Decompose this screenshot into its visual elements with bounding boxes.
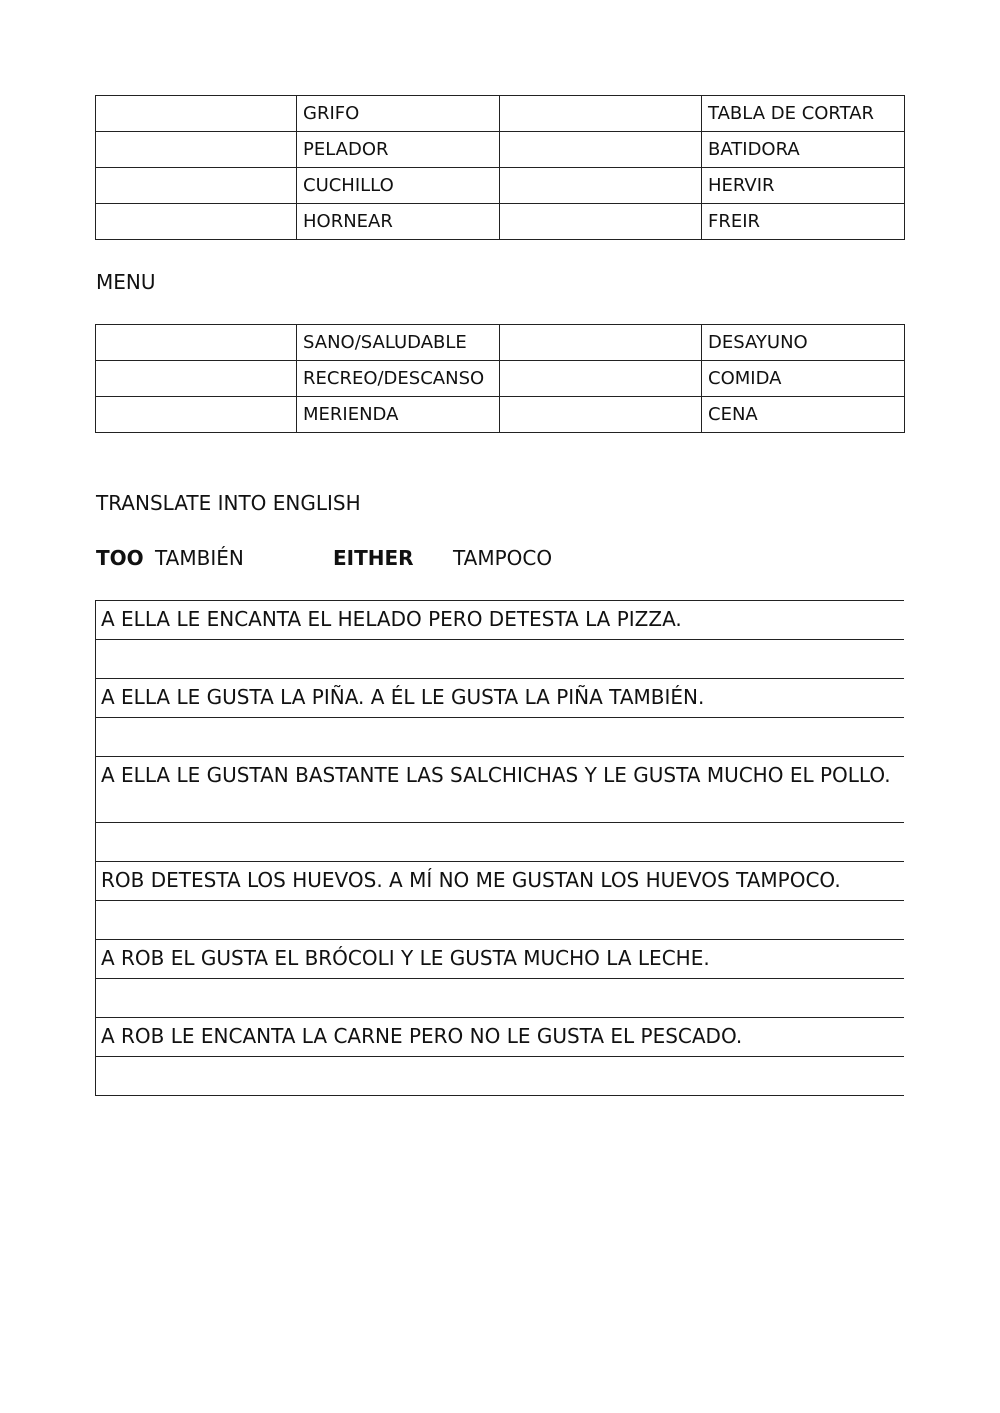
menu-vocabulary-table [95, 324, 905, 433]
answer-row [96, 640, 905, 679]
answer-field[interactable] [96, 901, 905, 940]
answer-row [96, 979, 905, 1018]
sentence-row [96, 1018, 905, 1057]
answer-cell[interactable] [96, 325, 297, 361]
sentence-text: A ROB LE ENCANTA LA CARNE PERO NO LE GUSTA EL PESCADO. [96, 1018, 905, 1057]
answer-field[interactable] [96, 823, 905, 862]
translation-exercise-table [95, 600, 904, 1096]
answer-cell[interactable] [500, 361, 702, 397]
word-cell: FREIR [702, 204, 905, 240]
table-row [96, 96, 905, 132]
answer-field[interactable] [96, 979, 905, 1018]
sentence-text: A ELLA LE GUSTA LA PIÑA. A ÉL LE GUSTA LA PIÑA TAMBIÉN. [96, 679, 905, 718]
word-cell: SANO/SALUDABLE [297, 325, 500, 361]
sentence-text: A ROB EL GUSTA EL BRÓCOLI Y LE GUSTA MUCHO LA LECHE. [96, 940, 905, 979]
word-cell: HERVIR [702, 168, 905, 204]
word-cell: MERIENDA [297, 397, 500, 433]
answer-cell[interactable] [500, 204, 702, 240]
answer-row [96, 1057, 905, 1096]
word-cell: GRIFO [297, 96, 500, 132]
sentence-text: A ELLA LE ENCANTA EL HELADO PERO DETESTA LA PIZZA. [96, 601, 905, 640]
sentence-row [96, 601, 905, 640]
word-cell: RECREO/DESCANSO [297, 361, 500, 397]
word-cell: BATIDORA [702, 132, 905, 168]
answer-cell[interactable] [96, 361, 297, 397]
answer-row [96, 823, 905, 862]
sentence-text: A ELLA LE GUSTAN BASTANTE LAS SALCHICHAS Y LE GUSTA MUCHO EL POLLO. [96, 757, 905, 823]
sentence-row [96, 862, 905, 901]
sentence-row [96, 679, 905, 718]
word-cell: PELADOR [297, 132, 500, 168]
sentence-row [96, 757, 905, 823]
answer-cell[interactable] [500, 132, 702, 168]
menu-heading: MENU [96, 270, 156, 294]
sentence-row [96, 940, 905, 979]
table-row [96, 397, 905, 433]
kitchen-vocabulary-table [95, 95, 905, 240]
word-cell: HORNEAR [297, 204, 500, 240]
answer-cell[interactable] [96, 168, 297, 204]
too-label: TOO [96, 546, 144, 570]
sentence-text: ROB DETESTA LOS HUEVOS. A MÍ NO ME GUSTAN LOS HUEVOS TAMPOCO. [96, 862, 905, 901]
word-cell: DESAYUNO [702, 325, 905, 361]
answer-cell[interactable] [500, 168, 702, 204]
either-translation: TAMPOCO [453, 546, 553, 570]
answer-cell[interactable] [500, 325, 702, 361]
answer-field[interactable] [96, 1057, 905, 1096]
answer-field[interactable] [96, 640, 905, 679]
word-cell: TABLA DE CORTAR [702, 96, 905, 132]
table-row [96, 325, 905, 361]
answer-cell[interactable] [96, 397, 297, 433]
answer-row [96, 718, 905, 757]
answer-cell[interactable] [500, 96, 702, 132]
answer-row [96, 901, 905, 940]
word-cell: COMIDA [702, 361, 905, 397]
word-cell: CENA [702, 397, 905, 433]
table-row [96, 361, 905, 397]
translate-heading: TRANSLATE INTO ENGLISH [96, 491, 361, 515]
answer-cell[interactable] [96, 132, 297, 168]
table-row [96, 132, 905, 168]
answer-cell[interactable] [96, 204, 297, 240]
word-cell: CUCHILLO [297, 168, 500, 204]
answer-field[interactable] [96, 718, 905, 757]
answer-cell[interactable] [96, 96, 297, 132]
answer-cell[interactable] [500, 397, 702, 433]
too-translation: TAMBIÉN [155, 546, 244, 570]
either-label: EITHER [333, 546, 414, 570]
table-row [96, 168, 905, 204]
table-row [96, 204, 905, 240]
